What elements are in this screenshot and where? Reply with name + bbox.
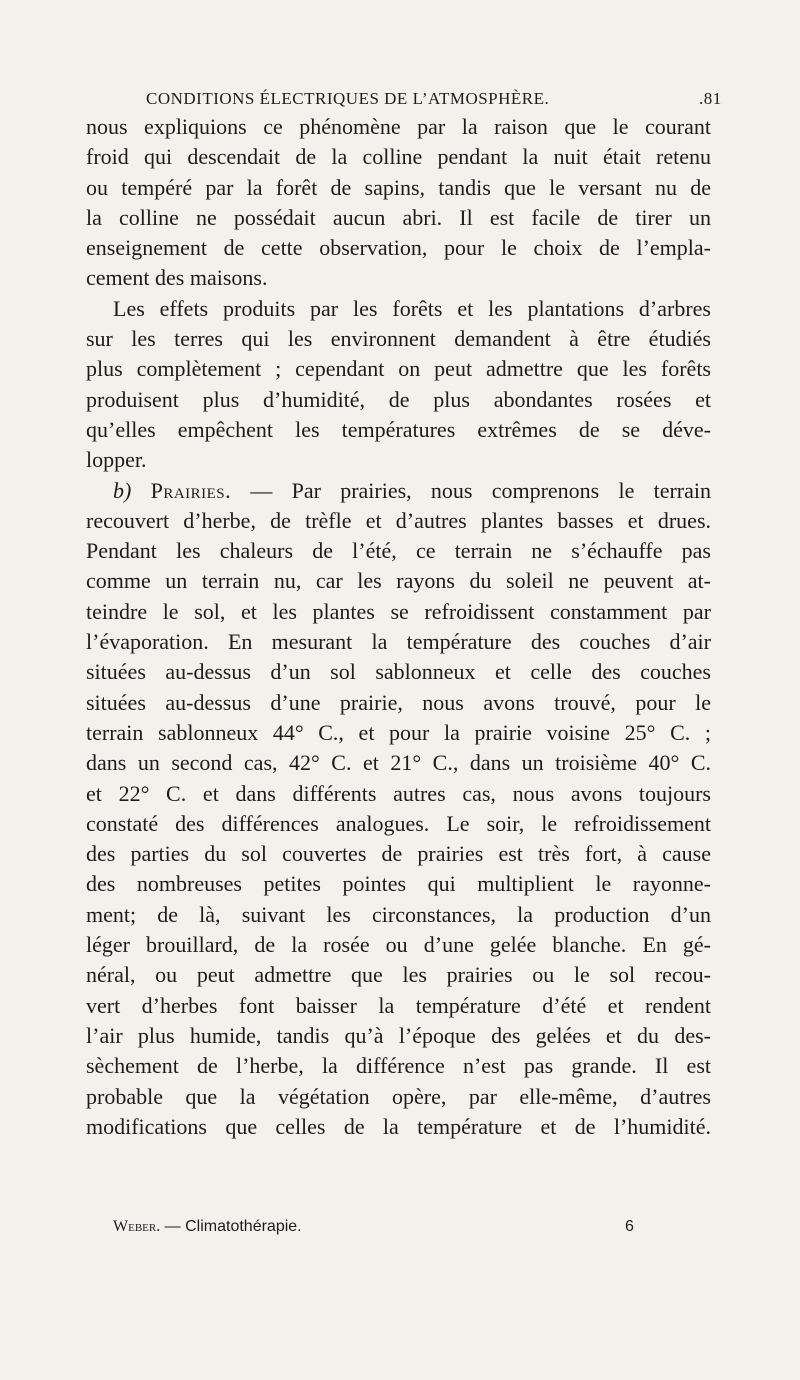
section-marker: b) xyxy=(113,477,132,503)
page-number: .81 xyxy=(699,89,722,108)
text-line: ment; de là, suivant les circonstances, la production d’un xyxy=(86,901,711,927)
footer-book-title: Climatothérapie. xyxy=(185,1218,302,1235)
text-line: l’air plus humide, tandis qu’à l’époque des gelées et du des- xyxy=(86,1022,711,1048)
text-line: cement des maisons. xyxy=(86,265,268,291)
section-heading: Prairies. xyxy=(150,477,232,503)
text-line: la colline ne possédait aucun abri. Il est facile de tirer un xyxy=(86,204,711,230)
text-line: froid qui descendait de la colline pendant la nuit était retenu xyxy=(86,144,711,170)
text-line: des nombreuses petites pointes qui multiplient le rayonne- xyxy=(86,871,711,897)
text-line: léger brouillard, de la rosée ou d’une gelée blanche. En gé- xyxy=(86,932,711,958)
text-line: plus complètement ; cependant on peut admettre que les forêts xyxy=(86,356,711,382)
text-line: qu’elles empêchent les températures extrêmes de se déve- xyxy=(86,416,711,442)
text-line: vert d’herbes font baisser la température d’été et rendent xyxy=(86,992,711,1018)
footer-signature: 6 xyxy=(625,1218,634,1235)
running-header-title: CONDITIONS ÉLECTRIQUES DE L’ATMOSPHÈRE. xyxy=(146,89,550,108)
text-line: constaté des différences analogues. Le soir, le refroidissement xyxy=(86,810,711,836)
section-heading-line xyxy=(86,476,711,506)
text-line: ou tempéré par la forêt de sapins, tandis que le versant nu de xyxy=(86,174,711,200)
text-line: Les effets produits par les forêts et les plantations d’arbres xyxy=(113,295,711,321)
footer-author: Weber. xyxy=(113,1218,161,1235)
text-line: sèchement de l’herbe, la différence n’est pas grande. Il est xyxy=(86,1053,711,1079)
text-line: sur les terres qui les environnent demandent à être étudiés xyxy=(86,326,711,352)
text-line: lopper. xyxy=(86,447,147,473)
text-line: teindre le sol, et les plantes se refroidissent constamment par xyxy=(86,598,711,624)
text-line: l’évaporation. En mesurant la température des couches d’air xyxy=(86,629,711,655)
text-line: néral, ou peut admettre que les prairies ou le sol recou- xyxy=(86,962,711,988)
text-line: recouvert d’herbe, de trèfle et d’autres plantes basses et drues. xyxy=(86,507,711,533)
text-line: modifications que celles de la température et de l’humidité. xyxy=(86,1113,711,1139)
text-line: Pendant les chaleurs de l’été, ce terrain ne s’échauffe pas xyxy=(86,538,711,564)
footer-separator: — xyxy=(160,1218,186,1235)
text-line: situées au-dessus d’une prairie, nous avons trouvé, pour le xyxy=(86,689,711,715)
text-line: nous expliquions ce phénomène par la raison que le courant xyxy=(86,114,711,139)
text-line: comme un terrain nu, car les rayons du soleil ne peuvent at- xyxy=(86,568,711,594)
text-line: enseignement de cette observation, pour le choix de l’empla- xyxy=(86,235,711,261)
text-line: situées au-dessus d’un sol sablonneux et celle des couches xyxy=(86,659,711,685)
running-header xyxy=(146,89,722,109)
text-line: probable que la végétation opère, par elle-même, d’autres xyxy=(86,1083,711,1109)
text-line: des parties du sol couvertes de prairies est très fort, à cause xyxy=(86,841,711,867)
section-heading-rest: — Par prairies, nous comprenons le terrain xyxy=(231,477,712,503)
text-line: produisent plus d’humidité, de plus abondantes rosées et xyxy=(86,386,711,412)
text-line: terrain sablonneux 44° C., et pour la prairie voisine 25° C. ; xyxy=(86,719,711,745)
text-line: et 22° C. et dans différents autres cas, nous avons toujours xyxy=(86,780,711,806)
text-line: dans un second cas, 42° C. et 21° C., dans un troisième 40° C. xyxy=(86,750,711,776)
page-footer xyxy=(113,1218,673,1236)
body-text xyxy=(86,112,711,1142)
